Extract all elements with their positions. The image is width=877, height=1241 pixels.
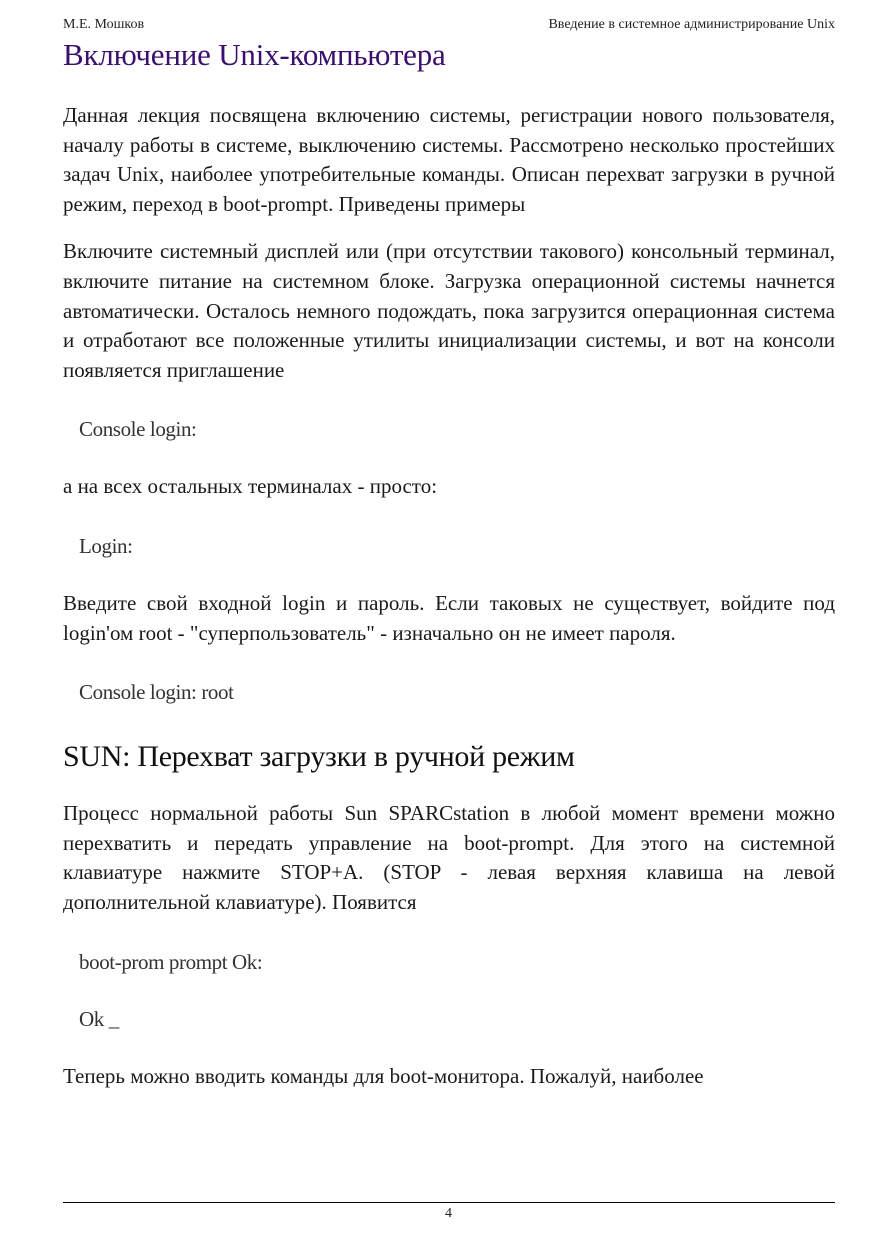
boot-prom-prompt: boot-prom prompt Ok:: [79, 949, 263, 974]
intro-paragraph: Данная лекция посвящена включению системы, регистрации нового пользователя, началу работы в системе, выключению системы. Рассмотрено несколько простейших задач Unix, наиболее употребительные команды. Описан перехват загрузки в ручной режим, переход в boot-prompt. Приведены примеры: [63, 103, 835, 216]
section-title: SUN: Перехват загрузки в ручной режим: [63, 740, 575, 774]
boot-monitor-paragraph: Теперь можно вводить команды для boot-монитора. Пожалуй, наиболее: [63, 1063, 704, 1088]
sun-interrupt-paragraph: Процесс нормальной работы Sun SPARCstation в любой момент времени можно перехватить и передать управление на boot-prompt. Для этого на системной клавиатуре нажмите STOP+A. (STOP - левая верхняя клавиша на левой дополнительной клавиатуре). Появится: [63, 801, 835, 914]
chapter-title: Включение Unix-компьютера: [63, 37, 446, 72]
terminals-paragraph: а на всех остальных терминалах - просто:: [63, 474, 438, 499]
login-instructions-paragraph: Введите свой входной login и пароль. Если таковых не существует, войдите под login'ом root - "суперпользователь" - изначально он не имеет пароля.: [63, 590, 835, 645]
page-number: 4: [445, 1206, 452, 1221]
footer-divider: [63, 1202, 835, 1203]
console-login-prompt: Console login:: [79, 417, 197, 442]
body-content: [63, 101, 835, 1109]
header-course-title: Введение в системное администрирование Unix: [548, 17, 835, 32]
ok-prompt: Ok _: [79, 1006, 119, 1031]
login-prompt: Login:: [79, 533, 133, 558]
boot-paragraph: Включите системный дисплей или (при отсутствии такового) консольный терминал, включите питание на системном блоке. Загрузка операционной системы начнется автоматически. Осталось немного подождать, пока загрузится операционная система и отработают все положенные утилиты инициализации системы, и вот на консоли появляется приглашение: [63, 239, 835, 382]
console-login-root-example: Console login: root: [79, 680, 234, 705]
header-author: М.Е. Мошков: [63, 17, 145, 32]
